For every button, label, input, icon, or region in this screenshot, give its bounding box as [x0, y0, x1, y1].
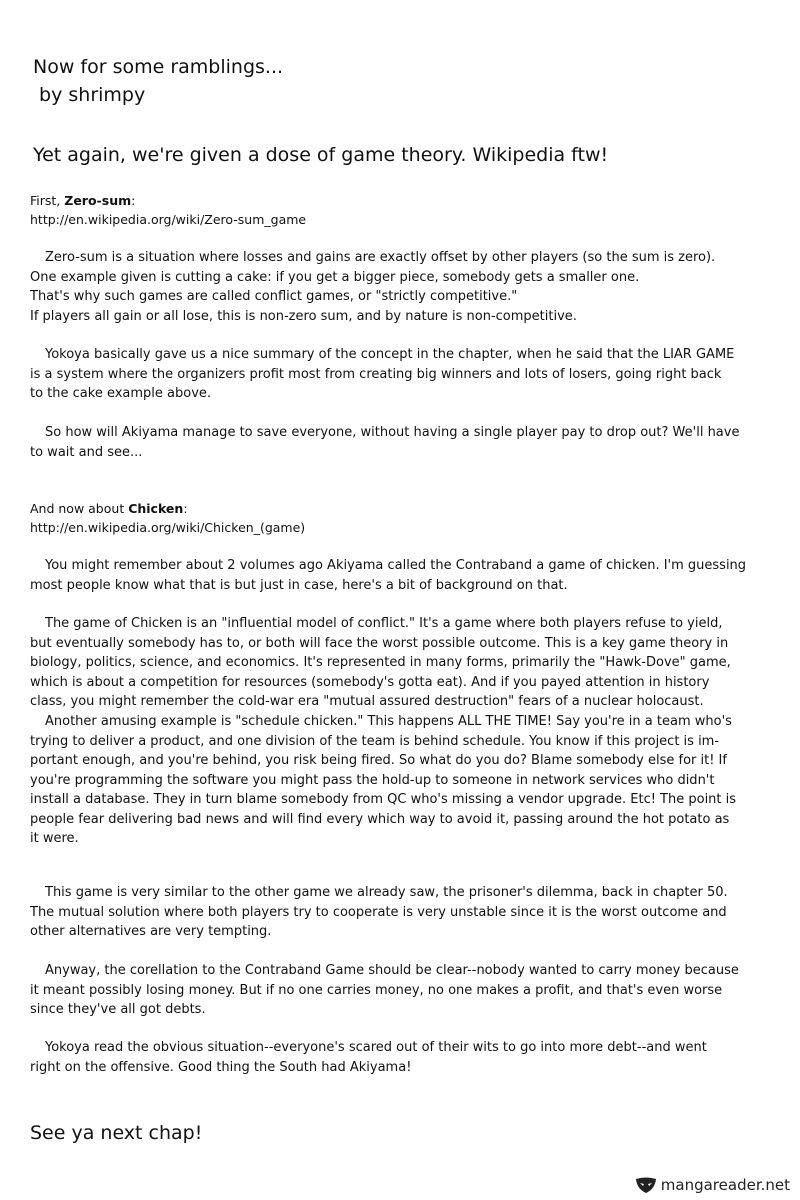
- text-line: Yokoya basically gave us a nice summary of the concept in the chapter, when he said that the LIAR GAME: [45, 347, 735, 362]
- text-line: class, you might remember the cold-war era "mutual assured destruction" fears of a nuclear holocaust.: [30, 694, 704, 709]
- text-line: portant enough, and you're behind, you risk being fired. So what do you do? Blame somebody else for it! If: [30, 753, 727, 768]
- zero-sum-paragraph-1: [30, 248, 770, 326]
- text-line: That's why such games are called conflict games, or "strictly competitive.": [30, 289, 518, 304]
- text-line: most people know what that is but just in case, here's a bit of background on that.: [30, 577, 568, 593]
- zero-sum-intro-prefix: First,: [30, 193, 65, 208]
- watermark-text: mangareader.net: [660, 1176, 790, 1194]
- watermark: [635, 1176, 790, 1194]
- text-line: install a database. They in turn blame somebody from QC who's missing a vendor upgrade. Etc! The point is: [30, 792, 737, 807]
- chicken-paragraph-1: [30, 556, 770, 595]
- text-line: it meant possibly losing money. But if no one carries money, no one makes a profit, and that's even worse: [30, 982, 723, 998]
- zero-sum-term: Zero-sum: [64, 193, 132, 208]
- signoff: See ya next chap!: [30, 1122, 203, 1144]
- text-line: The game of Chicken is an "influential model of conflict." It's a game where both players refuse to yield,: [45, 616, 723, 631]
- title-line-2: by shrimpy: [33, 84, 146, 106]
- text-line: biology, politics, science, and economics. It's represented in many forms, primarily the "Hawk-Dove" game,: [30, 655, 731, 670]
- zero-sum-url: http://en.wikipedia.org/wiki/Zero-sum_game: [30, 212, 307, 227]
- text-line: Zero-sum is a situation where losses and gains are exactly offset by other players (so the sum is zero).: [45, 250, 716, 265]
- text-line: people fear delivering bad news and will find every which way to avoid it, passing around the hot potato as: [30, 811, 730, 827]
- chicken-intro: [30, 499, 770, 519]
- chicken-intro-prefix: And now about: [30, 501, 129, 516]
- text-line: Another amusing example is "schedule chicken." This happens ALL THE TIME! Say you're in a team who's: [45, 714, 732, 729]
- text-line: to wait and see...: [30, 444, 143, 460]
- zero-sum-intro: [30, 191, 770, 211]
- text-line: since they've all got debts.: [30, 1002, 206, 1017]
- chicken-paragraph-5: [30, 961, 770, 1020]
- zero-sum-paragraph-3: [30, 423, 770, 462]
- text-line: you're programming the software you might pass the hold-up to someone in network services who didn't: [30, 772, 715, 788]
- text-line: it were.: [30, 831, 79, 846]
- text-line: One example given is cutting a cake: if you get a bigger piece, somebody gets a smaller one.: [30, 269, 640, 285]
- text-line: right on the offensive. Good thing the South had Akiyama!: [30, 1059, 412, 1075]
- text-line: other alternatives are very tempting.: [30, 924, 272, 939]
- text-line: You might remember about 2 volumes ago Akiyama called the Contraband a game of chicken. I'm guessing: [45, 558, 747, 573]
- zero-sum-paragraph-2: [30, 345, 770, 404]
- title-line-1: Now for some ramblings...: [33, 56, 284, 78]
- text-line: trying to deliver a product, and one division of the team is behind schedule. You know if this project is im-: [30, 733, 720, 749]
- chicken-paragraph-6: [30, 1038, 770, 1077]
- zero-sum-intro-suffix: :: [131, 193, 136, 208]
- text-line: to the cake example above.: [30, 386, 212, 401]
- text-line: Anyway, the corellation to the Contraband Game should be clear--nobody wanted to carry money because: [45, 963, 739, 978]
- chicken-url: http://en.wikipedia.org/wiki/Chicken_(game): [30, 520, 306, 535]
- text-line: is a system where the organizers profit most from creating big winners and lots of losers, going right back: [30, 366, 722, 382]
- text-line: This game is very similar to the other game we already saw, the prisoner's dilemma, back in chapter 50.: [45, 885, 728, 900]
- chicken-paragraph-3: [30, 712, 770, 849]
- text-line: but eventually somebody has to, or both will face the worst possible outcome. This is a key game theory in: [30, 635, 729, 651]
- text-line: Yokoya read the obvious situation--everyone's scared out of their wits to go into more debt--and went: [45, 1040, 707, 1055]
- chicken-paragraph-2: [30, 614, 770, 712]
- subtitle: Yet again, we're given a dose of game theory. Wikipedia ftw!: [33, 144, 609, 166]
- text-line: So how will Akiyama manage to save everyone, without having a single player pay to drop out? We'll have: [45, 425, 740, 440]
- chicken-paragraph-4: [30, 883, 770, 942]
- mask-logo-icon: [635, 1176, 657, 1194]
- chicken-intro-suffix: :: [183, 501, 188, 516]
- text-line: The mutual solution where both players try to cooperate is very unstable since it is the worst outcome and: [30, 904, 727, 920]
- chicken-term: Chicken: [128, 501, 184, 516]
- text-line: If players all gain or all lose, this is non-zero sum, and by nature is non-competitive.: [30, 308, 577, 324]
- text-line: which is about a competition for resources (somebody's gotta eat). And if you payed attention in history: [30, 674, 710, 690]
